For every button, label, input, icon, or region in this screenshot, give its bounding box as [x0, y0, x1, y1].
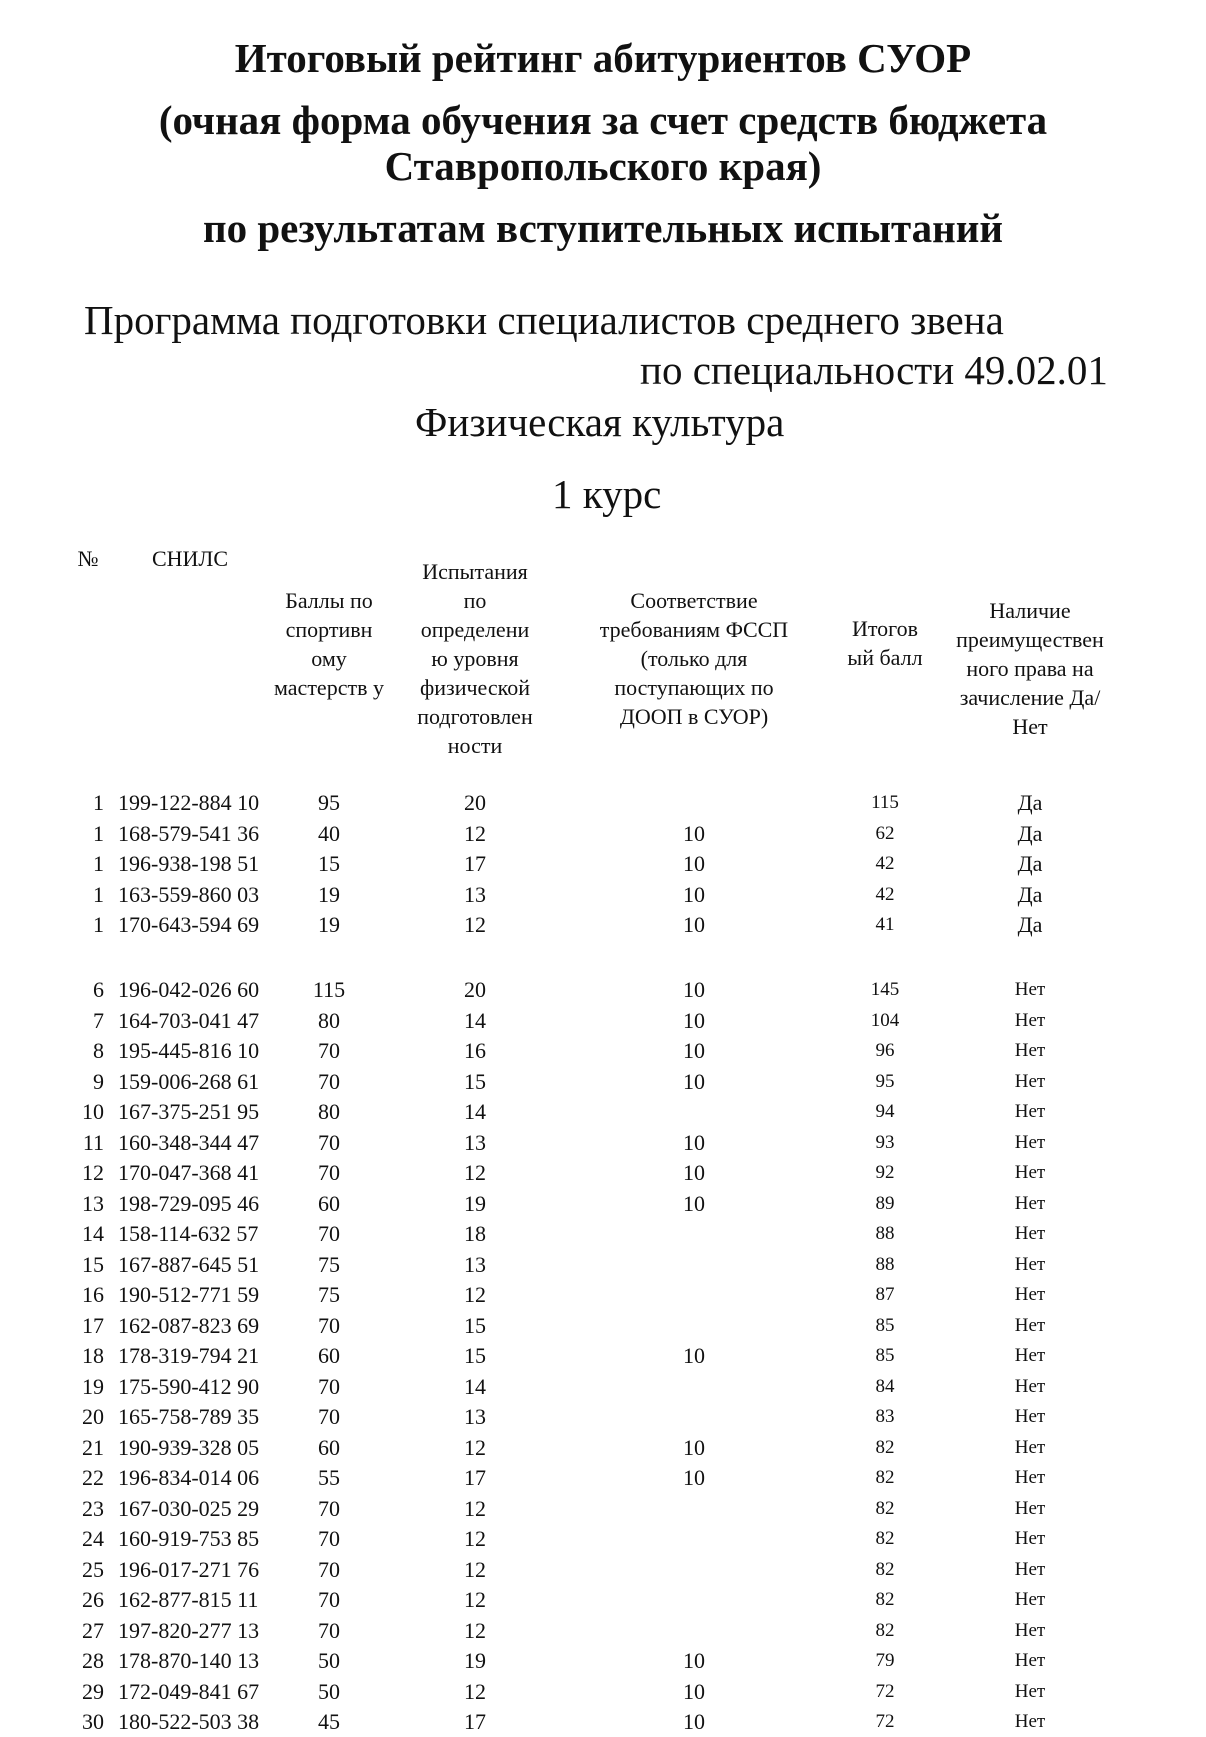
row-sport-points: 75 [318, 1251, 340, 1277]
course-label: 1 курс [552, 471, 662, 517]
row-fitness-tests: 12 [464, 1587, 486, 1612]
row-snils: 159-006-268 61 [118, 1068, 260, 1094]
row-snils: 160-919-753 85 [118, 1526, 260, 1551]
row-priority: Нет [1014, 1558, 1046, 1580]
row-total: 93 [875, 1131, 895, 1153]
row-fssp: 10 [683, 851, 705, 876]
row-priority: Нет [1014, 1009, 1046, 1031]
row-number: 24 [82, 1526, 104, 1551]
row-snils: 196-834-014 06 [118, 1465, 260, 1490]
row-priority: Нет [1014, 1284, 1046, 1305]
row-snils: 158-114-632 57 [118, 1221, 259, 1246]
row-fitness-tests: 12 [464, 1495, 486, 1521]
row-sport-points: 15 [318, 851, 340, 876]
table-row [0, 1433, 1206, 1463]
row-total: 42 [875, 883, 895, 905]
row-total: 84 [875, 1375, 895, 1397]
row-priority: Нет [1014, 1619, 1046, 1641]
row-priority: Нет [1014, 1162, 1046, 1183]
row-number: 1 [93, 820, 104, 846]
row-priority: Нет [1014, 1375, 1046, 1397]
row-number: 18 [82, 1343, 104, 1368]
row-fitness-tests: 12 [464, 1556, 486, 1582]
table-row [0, 975, 1206, 1005]
row-total: 62 [875, 822, 895, 844]
row-total: 82 [875, 1589, 895, 1610]
row-fssp: 10 [683, 1129, 705, 1155]
row-fssp: 10 [683, 1648, 705, 1673]
row-sport-points: 70 [318, 1617, 340, 1643]
row-sport-points: 50 [318, 1678, 340, 1704]
row-snils: 178-319-794 21 [118, 1343, 260, 1368]
program-line-1: Программа подготовки специалистов среднего звена [84, 297, 1004, 343]
row-fitness-tests: 15 [464, 1068, 486, 1094]
row-priority: Нет [1014, 979, 1046, 1000]
row-snils: 197-820-277 13 [118, 1617, 260, 1643]
table-row [0, 1372, 1206, 1402]
table-row [0, 1555, 1206, 1585]
row-total: 82 [875, 1436, 895, 1458]
row-fitness-tests: 14 [464, 1099, 486, 1124]
table-row [0, 1036, 1206, 1066]
row-snils: 198-729-095 46 [118, 1190, 260, 1216]
table-row [0, 1067, 1206, 1097]
row-number: 14 [82, 1221, 104, 1246]
row-fssp: 10 [683, 1465, 705, 1490]
row-snils: 164-703-041 47 [118, 1007, 260, 1033]
row-number: 27 [82, 1617, 104, 1643]
row-fssp: 10 [683, 1709, 705, 1734]
row-fssp: 10 [683, 1068, 705, 1094]
row-number: 16 [82, 1282, 104, 1307]
row-number: 25 [82, 1556, 104, 1582]
row-total: 42 [875, 853, 895, 874]
row-priority: Нет [1014, 1131, 1046, 1153]
row-number: 1 [93, 912, 104, 937]
row-snils: 178-870-140 13 [118, 1648, 260, 1673]
row-fitness-tests: 17 [464, 1709, 486, 1734]
row-priority: Нет [1014, 1040, 1046, 1061]
row-fitness-tests: 16 [464, 1038, 486, 1063]
column-header-fssp: Соответствие требованиям ФССП (только для поступающих по ДООП в СУОР) [599, 588, 789, 729]
row-snils: 167-375-251 95 [118, 1099, 260, 1124]
table-row [0, 1097, 1206, 1127]
row-fitness-tests: 17 [464, 851, 486, 876]
row-number: 9 [93, 1068, 104, 1094]
row-snils: 190-939-328 05 [118, 1434, 260, 1460]
row-number: 10 [82, 1099, 104, 1124]
column-header-priority: Наличие преимуществен ного права на зачисление Да/Нет [956, 598, 1104, 739]
table-row [0, 1128, 1206, 1158]
row-total: 85 [875, 1314, 895, 1336]
row-sport-points: 75 [318, 1282, 340, 1307]
row-sport-points: 50 [318, 1648, 340, 1673]
row-fitness-tests: 13 [464, 1129, 486, 1155]
row-number: 13 [82, 1190, 104, 1216]
row-fitness-tests: 13 [464, 1404, 486, 1429]
row-sport-points: 70 [318, 1038, 340, 1063]
column-header-num: № [77, 546, 99, 571]
row-number: 22 [82, 1465, 104, 1490]
row-total: 95 [875, 1070, 895, 1092]
row-number: 7 [93, 1007, 104, 1033]
table-row [0, 1006, 1206, 1036]
table-row [0, 849, 1206, 879]
row-snils: 167-030-025 29 [118, 1495, 260, 1521]
table-row [0, 1646, 1206, 1676]
document-title-line-2: (очная форма обучения за счет средств бюджета [158, 97, 1048, 143]
row-sport-points: 70 [318, 1526, 340, 1551]
row-total: 82 [875, 1558, 895, 1580]
row-fitness-tests: 12 [464, 912, 486, 937]
row-sport-points: 70 [318, 1404, 340, 1429]
row-fitness-tests: 20 [464, 790, 486, 815]
table-row [0, 1219, 1206, 1249]
row-sport-points: 80 [318, 1099, 340, 1124]
row-snils: 195-445-816 10 [118, 1038, 260, 1063]
table-row [0, 1463, 1206, 1493]
row-priority: Нет [1014, 1345, 1046, 1366]
row-sport-points: 70 [318, 1068, 340, 1094]
row-snils: 196-017-271 76 [118, 1556, 260, 1582]
row-fitness-tests: 12 [464, 1678, 486, 1704]
table-row [0, 1677, 1206, 1707]
row-snils: 170-047-368 41 [118, 1160, 260, 1185]
row-number: 11 [82, 1129, 104, 1155]
row-sport-points: 70 [318, 1495, 340, 1521]
row-number: 1 [93, 851, 104, 876]
row-sport-points: 70 [318, 1160, 340, 1185]
row-number: 26 [82, 1587, 104, 1612]
row-total: 82 [875, 1528, 895, 1549]
row-priority: Нет [1014, 1406, 1046, 1427]
row-fitness-tests: 19 [464, 1190, 486, 1216]
row-priority: Да [1017, 851, 1043, 876]
row-sport-points: 115 [312, 977, 346, 1002]
row-total: 82 [875, 1497, 895, 1519]
table-row [0, 1585, 1206, 1615]
document-title-line-1: Итоговый рейтинг абитуриентов СУОР [234, 35, 972, 81]
table-row [0, 1158, 1206, 1188]
row-number: 1 [93, 790, 104, 815]
row-total: 88 [875, 1253, 895, 1275]
row-number: 21 [82, 1434, 104, 1460]
row-snils: 167-887-645 51 [118, 1251, 260, 1277]
row-sport-points: 80 [318, 1007, 340, 1033]
document-title-line-4: по результатам вступительных испытаний [202, 205, 1004, 251]
row-priority: Нет [1014, 1223, 1046, 1244]
table-row [0, 1616, 1206, 1646]
row-number: 17 [82, 1312, 104, 1338]
row-number: 6 [93, 977, 104, 1002]
row-snils: 168-579-541 36 [118, 820, 260, 846]
row-sport-points: 45 [318, 1709, 340, 1734]
row-total: 92 [875, 1162, 895, 1183]
row-priority: Нет [1014, 1101, 1046, 1122]
row-fssp: 10 [683, 1343, 705, 1368]
row-fssp: 10 [683, 977, 705, 1002]
row-priority: Да [1017, 912, 1043, 937]
row-total: 89 [875, 1192, 895, 1214]
column-header-sport-points: Баллы по спортивн ому мастерств у [274, 588, 384, 700]
row-total: 87 [875, 1284, 895, 1305]
table-row [0, 1524, 1206, 1554]
row-fitness-tests: 17 [464, 1465, 486, 1490]
row-fitness-tests: 13 [464, 881, 486, 907]
program-line-2: по специальности 49.02.01 [640, 347, 1108, 393]
row-total: 115 [871, 792, 899, 813]
row-sport-points: 19 [318, 912, 340, 937]
row-snils: 162-087-823 69 [118, 1312, 260, 1338]
row-priority: Да [1017, 790, 1043, 815]
row-total: 145 [870, 979, 900, 1000]
row-fssp: 10 [683, 912, 705, 937]
row-priority: Нет [1014, 1589, 1046, 1610]
row-number: 12 [82, 1160, 104, 1185]
row-fitness-tests: 12 [464, 1434, 486, 1460]
row-sport-points: 70 [318, 1129, 340, 1155]
row-fssp: 10 [683, 1160, 705, 1185]
row-fitness-tests: 20 [464, 977, 486, 1002]
row-fitness-tests: 15 [464, 1312, 486, 1338]
row-priority: Да [1017, 820, 1043, 846]
program-line-3: Физическая культура [415, 399, 785, 445]
row-priority: Нет [1014, 1314, 1046, 1336]
row-snils: 175-590-412 90 [118, 1373, 260, 1399]
row-fssp: 10 [683, 1007, 705, 1033]
row-fitness-tests: 18 [464, 1221, 486, 1246]
row-fssp: 10 [683, 1678, 705, 1704]
table-row [0, 1341, 1206, 1371]
row-sport-points: 60 [318, 1434, 340, 1460]
row-snils: 165-758-789 35 [118, 1404, 260, 1429]
row-snils: 163-559-860 03 [118, 881, 260, 907]
row-snils: 196-938-198 51 [118, 851, 260, 876]
row-total: 94 [875, 1101, 895, 1122]
row-total: 88 [875, 1223, 895, 1244]
table-row [0, 1402, 1206, 1432]
row-number: 1 [93, 881, 104, 907]
row-priority: Нет [1014, 1192, 1046, 1214]
row-fssp: 10 [683, 1038, 705, 1063]
table-row [0, 819, 1206, 849]
row-snils: 180-522-503 38 [118, 1709, 260, 1734]
row-number: 23 [82, 1495, 104, 1521]
row-number: 29 [82, 1678, 104, 1704]
row-total: 85 [875, 1345, 895, 1366]
row-number: 8 [93, 1038, 104, 1063]
row-fitness-tests: 14 [464, 1007, 486, 1033]
row-priority: Нет [1014, 1467, 1046, 1488]
table-row [0, 1494, 1206, 1524]
table-row [0, 1311, 1206, 1341]
row-sport-points: 60 [318, 1190, 340, 1216]
row-sport-points: 40 [318, 820, 340, 846]
row-sport-points: 60 [318, 1343, 340, 1368]
row-sport-points: 95 [318, 790, 340, 815]
row-sport-points: 70 [318, 1373, 340, 1399]
row-priority: Нет [1014, 1711, 1046, 1732]
row-total: 82 [875, 1619, 895, 1641]
table-row [0, 1250, 1206, 1280]
row-total: 72 [875, 1711, 895, 1732]
row-priority: Нет [1014, 1070, 1046, 1092]
row-fitness-tests: 13 [464, 1251, 486, 1277]
row-fitness-tests: 19 [464, 1648, 486, 1673]
row-total: 96 [875, 1040, 895, 1061]
row-sport-points: 70 [318, 1312, 340, 1338]
row-priority: Да [1017, 881, 1043, 907]
row-priority: Нет [1014, 1436, 1046, 1458]
row-snils: 172-049-841 67 [118, 1678, 260, 1704]
row-fitness-tests: 14 [464, 1373, 486, 1399]
row-priority: Нет [1014, 1497, 1046, 1519]
row-sport-points: 70 [318, 1221, 340, 1246]
row-total: 41 [875, 914, 895, 935]
column-header-fitness-tests: Испытания по определени ю уровня физической подготовлен ности [417, 559, 533, 758]
row-sport-points: 19 [318, 881, 340, 907]
row-sport-points: 55 [318, 1465, 340, 1490]
row-total: 79 [875, 1650, 895, 1671]
row-number: 19 [82, 1373, 104, 1399]
row-priority: Нет [1014, 1528, 1046, 1549]
row-snils: 199-122-884 10 [118, 790, 260, 815]
column-header-total: Итогов ый балл [847, 616, 923, 670]
row-fitness-tests: 12 [464, 1282, 486, 1307]
row-priority: Нет [1014, 1650, 1046, 1671]
column-header-snils: СНИЛС [151, 546, 229, 571]
row-number: 30 [82, 1709, 104, 1734]
row-number: 20 [82, 1404, 104, 1429]
row-fitness-tests: 12 [464, 1617, 486, 1643]
row-number: 15 [82, 1251, 104, 1277]
row-fitness-tests: 12 [464, 1526, 486, 1551]
row-priority: Нет [1014, 1680, 1046, 1702]
row-snils: 162-877-815 11 [118, 1587, 259, 1612]
row-fssp: 10 [683, 1190, 705, 1216]
row-snils: 160-348-344 47 [118, 1129, 260, 1155]
document-title-line-3: Ставропольского края) [384, 143, 822, 189]
table-row [0, 788, 1206, 818]
row-total: 82 [875, 1467, 895, 1488]
row-number: 28 [82, 1648, 104, 1673]
row-total: 104 [870, 1009, 900, 1031]
row-fitness-tests: 15 [464, 1343, 486, 1368]
row-fitness-tests: 12 [464, 820, 486, 846]
row-sport-points: 70 [318, 1587, 340, 1612]
table-row [0, 880, 1206, 910]
row-fitness-tests: 12 [464, 1160, 486, 1185]
row-snils: 196-042-026 60 [118, 977, 260, 1002]
table-row [0, 1280, 1206, 1310]
row-snils: 190-512-771 59 [118, 1282, 260, 1307]
row-total: 72 [875, 1680, 895, 1702]
row-fssp: 10 [683, 820, 705, 846]
row-fssp: 10 [683, 1434, 705, 1460]
row-priority: Нет [1014, 1253, 1046, 1275]
table-row [0, 1189, 1206, 1219]
table-row [0, 910, 1206, 940]
row-fssp: 10 [683, 881, 705, 907]
row-sport-points: 70 [318, 1556, 340, 1582]
row-total: 83 [875, 1406, 895, 1427]
row-snils: 170-643-594 69 [118, 912, 260, 937]
table-row [0, 1707, 1206, 1737]
